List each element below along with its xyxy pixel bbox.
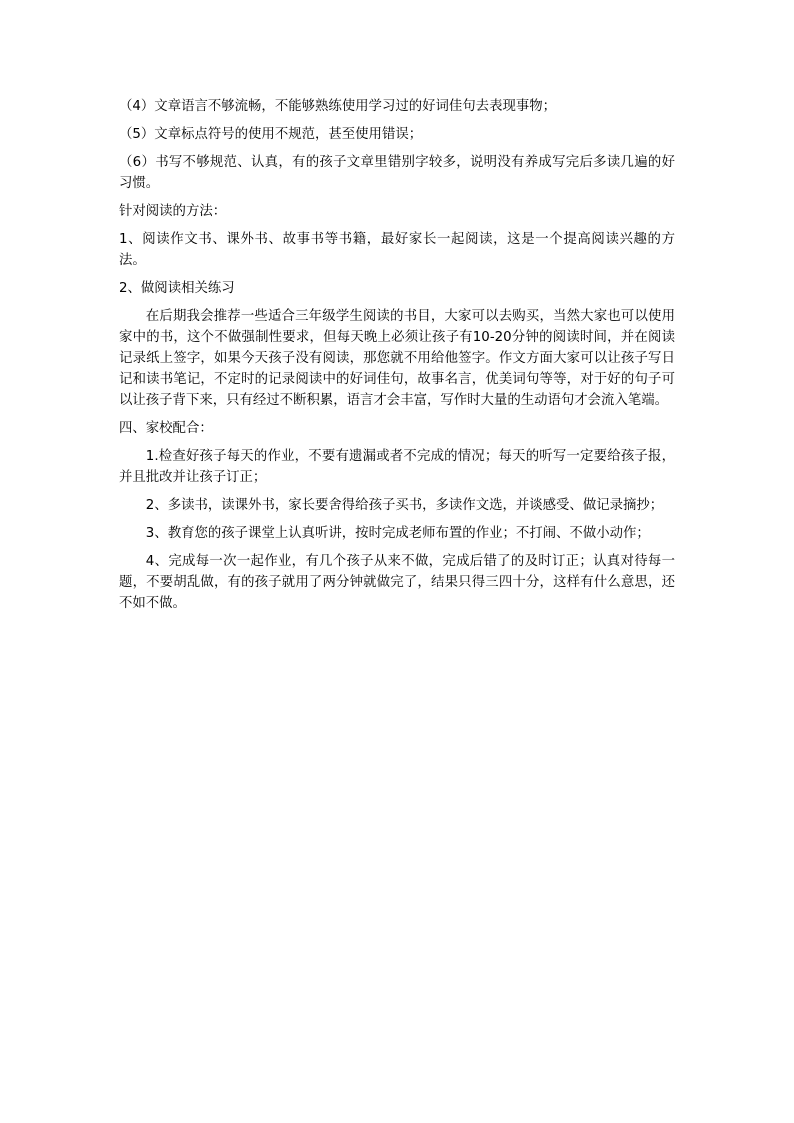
paragraph-home-school-1: 1.检查好孩子每天的作业，不要有遗漏或者不完成的情况；每天的听写一定要给孩子报，并且批改并让孩子订正； <box>119 449 675 485</box>
paragraph-reading-method-2: 2、做阅读相关练习 <box>119 281 235 296</box>
section-heading-reading-methods: 针对阅读的方法： <box>119 204 227 219</box>
paragraph-home-school-2: 2、多读书，读课外书，家长要舍得给孩子买书，多读作文选，并谈感受、做记录摘抄； <box>145 498 664 513</box>
paragraph-home-school-4: 4、完成每一次一起作业，有几个孩子从来不做，完成后错了的及时订正；认真对待每一题，不要胡乱做，有的孩子就用了两分钟就做完了，结果只得三四十分，这样有什么意思，还不如不做。 <box>119 554 675 611</box>
paragraph-problem-4: （4）文章语言不够流畅，不能够熟练使用学习过的好词佳句去表现事物； <box>119 99 557 114</box>
paragraph-reading-details: 在后期我会推荐一些适合三年级学生阅读的书目，大家可以去购买，当然大家也可以使用家中的书，这个不做强制性要求，但每天晚上必须让孩子有10-20分钟的阅读时间，并在阅读记录纸上签字，如果今天孩子没有阅读，那您就不用给他签字。作文方面大家可以让孩子写日记和读书笔记，不定时的记录阅读中的好词佳句，故事名言，优美词句等等，对于好的句子可以让孩子背下来，只有经过不断积累，语言才会丰富，写作时大量的生动语句才会流入笔端。 <box>119 309 675 408</box>
paragraph-problem-6: （6）书写不够规范、认真，有的孩子文章里错别字较多，说明没有养成写完后多读几遍的好习惯。 <box>119 155 675 191</box>
section-heading-home-school: 四、家校配合： <box>119 421 213 436</box>
paragraph-problem-5: （5）文章标点符号的使用不规范，甚至使用错误； <box>119 127 423 142</box>
paragraph-reading-method-1: 1、阅读作文书、课外书、故事书等书籍，最好家长一起阅读，这是一个提高阅读兴趣的方法。 <box>119 232 675 268</box>
paragraph-home-school-3: 3、教育您的孩子课堂上认真听讲，按时完成老师布置的作业；不打闹、不做小动作； <box>145 526 650 541</box>
document-body <box>119 96 675 621</box>
